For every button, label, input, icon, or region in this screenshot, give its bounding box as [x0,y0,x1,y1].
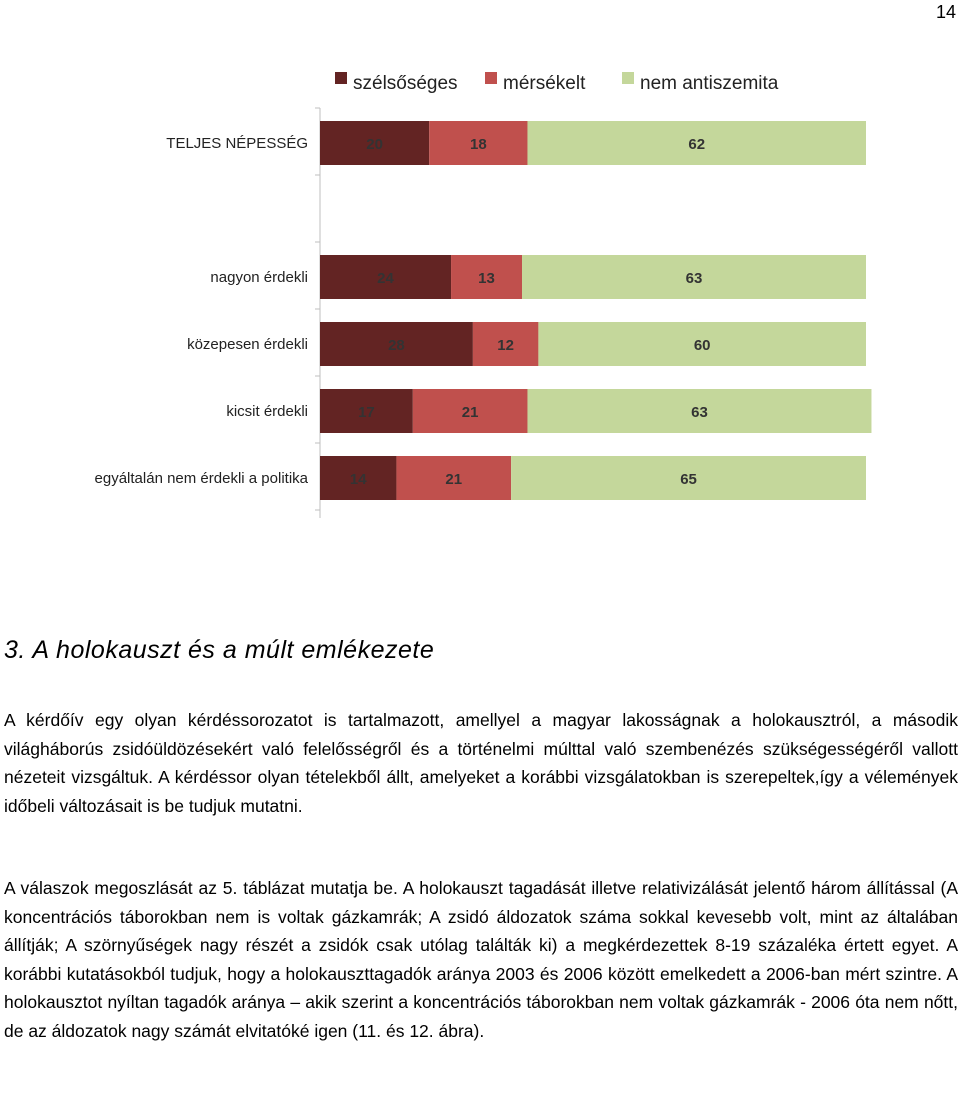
legend-label-3: nem antiszemita [640,73,779,94]
data-label-5-2: 21 [445,471,463,488]
data-label-1-3: 62 [688,136,706,153]
category-label-4: kicsit érdekli [226,403,308,420]
category-label-3: közepesen érdekli [187,336,308,353]
body-paragraph-1: A kérdőív egy olyan kérdéssorozatot is tartalmazott, amellyel a magyar lakosságnak a holokausztról, a második világháborús zsidóüldözésekért való felelősségről és a történelmi múlttal való szembenézés szükségességéről vallott nézeteit vizsgáltuk. A kérdéssor olyan tételekből állt, amelyeket a korábbi vizsgálatokban is szerepeltek,így a vélemények időbeli változásait is be tudjuk mutatni. [4,710,958,816]
data-label-2-3: 63 [685,270,703,287]
data-label-2-2: 13 [478,270,495,287]
category-label-2: nagyon érdekli [210,269,308,286]
legend-swatch-3 [622,72,634,84]
data-label-3-3: 60 [693,337,711,354]
data-label-3-1: 28 [388,337,405,354]
legend-swatch-1 [335,72,347,84]
legend-label-1: szélsőséges [353,73,458,94]
body-paragraph-2: A válaszok megoszlását az 5. táblázat mutatja be. A holokauszt tagadását illetve relativizálását jelentő három állítással (A koncentrációs táborokban nem is voltak gázkamrák; A zsidó áldozatok száma sokkal kevesebb volt, mint az általában állítják; A szörnyűségek nagy részét a zsidók csak utólag találták ki) a megkérdezettek 8-19 százaléka értett egyet. A korábbi kutatásokból tudjuk, hogy a holokauszttagadók aránya 2003 és 2006 között emelkedett a 2006-ban mért szintre. A holokausztot nyíltan tagadók aránya – akik szerint a koncentrációs táborokban nem voltak gázkamrák - 2006 óta nem nőtt, de az áldozatok nagy számát elvitatóké igen (11. és 12. ábra). [4,878,958,1041]
category-label-1: TELJES NÉPESSÉG [166,135,308,152]
data-label-5-3: 65 [680,471,697,488]
data-label-4-1: 17 [358,404,375,421]
data-label-1-2: 18 [469,136,487,153]
data-label-4-3: 63 [691,404,708,421]
category-label-5: egyáltalán nem érdekli a politika [94,470,308,487]
data-label-4-2: 21 [461,404,479,421]
stacked-bar-chart [0,0,960,540]
section-title: 3. A holokauszt és a múlt emlékezete [4,636,435,664]
page-number: 14 [935,2,956,22]
data-label-3-2: 12 [497,337,514,354]
data-label-2-1: 24 [377,270,394,287]
data-label-1-1: 20 [366,136,383,153]
legend-label-2: mérsékelt [503,73,586,94]
legend-swatch-2 [485,72,497,84]
data-label-5-1: 14 [349,471,367,488]
